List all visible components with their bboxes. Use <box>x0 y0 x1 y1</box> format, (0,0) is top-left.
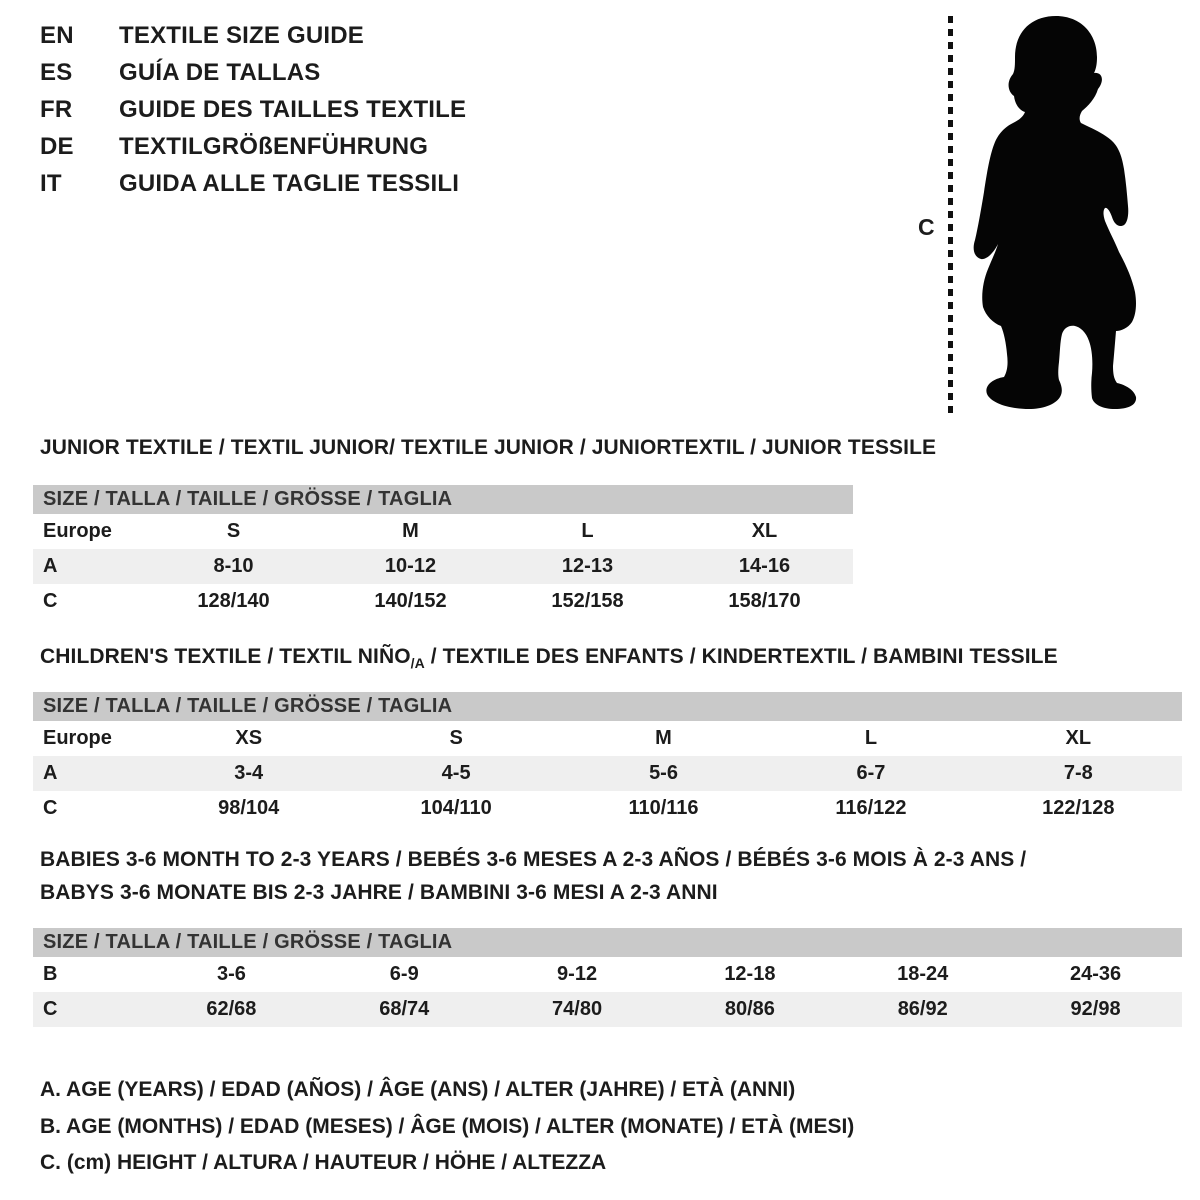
children-title-part1: CHILDREN'S TEXTILE / TEXTIL NIÑO <box>40 645 411 668</box>
table-row-a <box>33 756 1182 791</box>
row-label: B <box>43 963 58 985</box>
children-section-title <box>40 645 1058 671</box>
table-cell: 86/92 <box>897 998 948 1020</box>
row-label: Europe <box>43 520 112 542</box>
babies-title-line1: BABIES 3-6 MONTH TO 2-3 YEARS / BEBÉS 3-6 MESES A 2-3 AÑOS / BÉBÉS 3-6 MOIS À 2-3 ANS / <box>40 848 1027 871</box>
lang-row-de <box>40 128 466 165</box>
table-cell: S <box>226 520 241 542</box>
lang-code: DE <box>40 132 74 160</box>
table-cell: 5-6 <box>649 762 678 784</box>
table-cell: XL <box>1065 727 1092 749</box>
table-cell: 152/158 <box>551 590 624 612</box>
table-row-c <box>33 791 1182 826</box>
table-cell: 140/152 <box>374 590 447 612</box>
row-label: C <box>43 797 58 819</box>
table-cell: 12-18 <box>724 963 776 985</box>
lang-code: FR <box>40 95 73 123</box>
table-cell: 10-12 <box>384 555 437 577</box>
table-cell: 7-8 <box>1063 762 1093 784</box>
row-label: C <box>43 590 58 612</box>
table-cell: M <box>402 520 419 542</box>
table-row-b <box>33 957 1182 992</box>
table-cell: 3-4 <box>234 762 264 784</box>
lang-row-fr <box>40 91 466 128</box>
lang-label: GUIDA ALLE TAGLIE TESSILI <box>119 169 460 197</box>
table-cell: 6-9 <box>389 963 419 985</box>
table-cell: 68/74 <box>379 998 430 1020</box>
table-cell: L <box>581 520 594 542</box>
size-header-bar: SIZE / TALLA / TAILLE / GRÖSSE / TAGLIA <box>33 485 853 514</box>
row-label: A <box>43 762 58 784</box>
table-cell: 98/104 <box>218 797 280 819</box>
table-row-c <box>33 992 1182 1027</box>
language-title-block <box>40 17 466 202</box>
lang-label: TEXTILGRÖßENFÜHRUNG <box>119 132 429 160</box>
table-cell: 3-6 <box>216 963 246 985</box>
row-label: A <box>43 555 58 577</box>
row-label: C <box>43 998 58 1020</box>
junior-section-title: JUNIOR TEXTILE / TEXTIL JUNIOR/ TEXTILE JUNIOR / JUNIORTEXTIL / JUNIOR TESSILE <box>40 436 937 459</box>
lang-row-it <box>40 165 466 202</box>
size-header-bar: SIZE / TALLA / TAILLE / GRÖSSE / TAGLIA <box>33 928 1182 957</box>
table-cell: 80/86 <box>724 998 775 1020</box>
table-cell: 14-16 <box>738 555 791 577</box>
table-cell: M <box>655 727 672 749</box>
children-size-table <box>33 692 1182 826</box>
table-header-row <box>33 721 1182 756</box>
junior-size-table <box>33 485 853 619</box>
children-title-sub: /A <box>410 655 425 671</box>
table-cell: 116/122 <box>835 797 907 819</box>
lang-code: ES <box>40 58 73 86</box>
table-cell: 62/68 <box>206 998 257 1020</box>
lang-label: GUÍA DE TALLAS <box>119 58 321 86</box>
legend-line-b: B. AGE (MONTHS) / EDAD (MESES) / ÂGE (MOIS) / ALTER (MONATE) / ETÀ (MESI) <box>40 1114 855 1138</box>
table-cell: XL <box>751 520 778 542</box>
lang-row-en <box>40 17 466 54</box>
babies-size-table <box>33 928 1182 1027</box>
table-cell: 92/98 <box>1070 998 1121 1020</box>
lang-row-es <box>40 54 466 91</box>
table-cell: L <box>864 727 878 749</box>
table-cell: 4-5 <box>441 762 471 784</box>
row-label: Europe <box>43 727 112 749</box>
table-cell: 122/128 <box>1042 797 1115 819</box>
children-title-part2: / TEXTILE DES ENFANTS / KINDERTEXTIL / BAMBINI TESSILE <box>424 645 1058 668</box>
babies-title-line2: BABYS 3-6 MONATE BIS 2-3 JAHRE / BAMBINI 3-6 MESI A 2-3 ANNI <box>40 881 718 904</box>
lang-label: TEXTILE SIZE GUIDE <box>119 21 364 49</box>
table-row-a <box>33 549 853 584</box>
table-header-row <box>33 514 853 549</box>
table-cell: 6-7 <box>856 762 886 784</box>
legend-block <box>40 1072 854 1182</box>
height-measure-label: C <box>918 214 935 240</box>
lang-code: EN <box>40 21 74 49</box>
table-cell: 104/110 <box>420 797 492 819</box>
toddler-silhouette-icon <box>945 12 1145 422</box>
lang-code: IT <box>40 169 62 197</box>
table-cell: S <box>449 727 463 749</box>
table-cell: XS <box>235 727 263 749</box>
table-cell: 128/140 <box>197 590 270 612</box>
lang-label: GUIDE DES TAILLES TEXTILE <box>119 95 467 123</box>
table-cell: 74/80 <box>552 998 603 1020</box>
table-cell: 9-12 <box>557 963 598 985</box>
table-cell: 158/170 <box>728 590 801 612</box>
table-cell: 8-10 <box>213 555 254 577</box>
size-header-bar: SIZE / TALLA / TAILLE / GRÖSSE / TAGLIA <box>33 692 1182 721</box>
table-row-c <box>33 584 853 619</box>
table-cell: 24-36 <box>1069 963 1122 985</box>
table-cell: 18-24 <box>897 963 949 985</box>
babies-section-title <box>40 843 1026 909</box>
table-cell: 12-13 <box>561 555 614 577</box>
legend-line-a: A. AGE (YEARS) / EDAD (AÑOS) / ÂGE (ANS) / ALTER (JAHRE) / ETÀ (ANNI) <box>40 1078 796 1101</box>
table-cell: 110/116 <box>628 797 699 819</box>
legend-line-c: C. (cm) HEIGHT / ALTURA / HAUTEUR / HÖHE / ALTEZZA <box>40 1151 607 1174</box>
